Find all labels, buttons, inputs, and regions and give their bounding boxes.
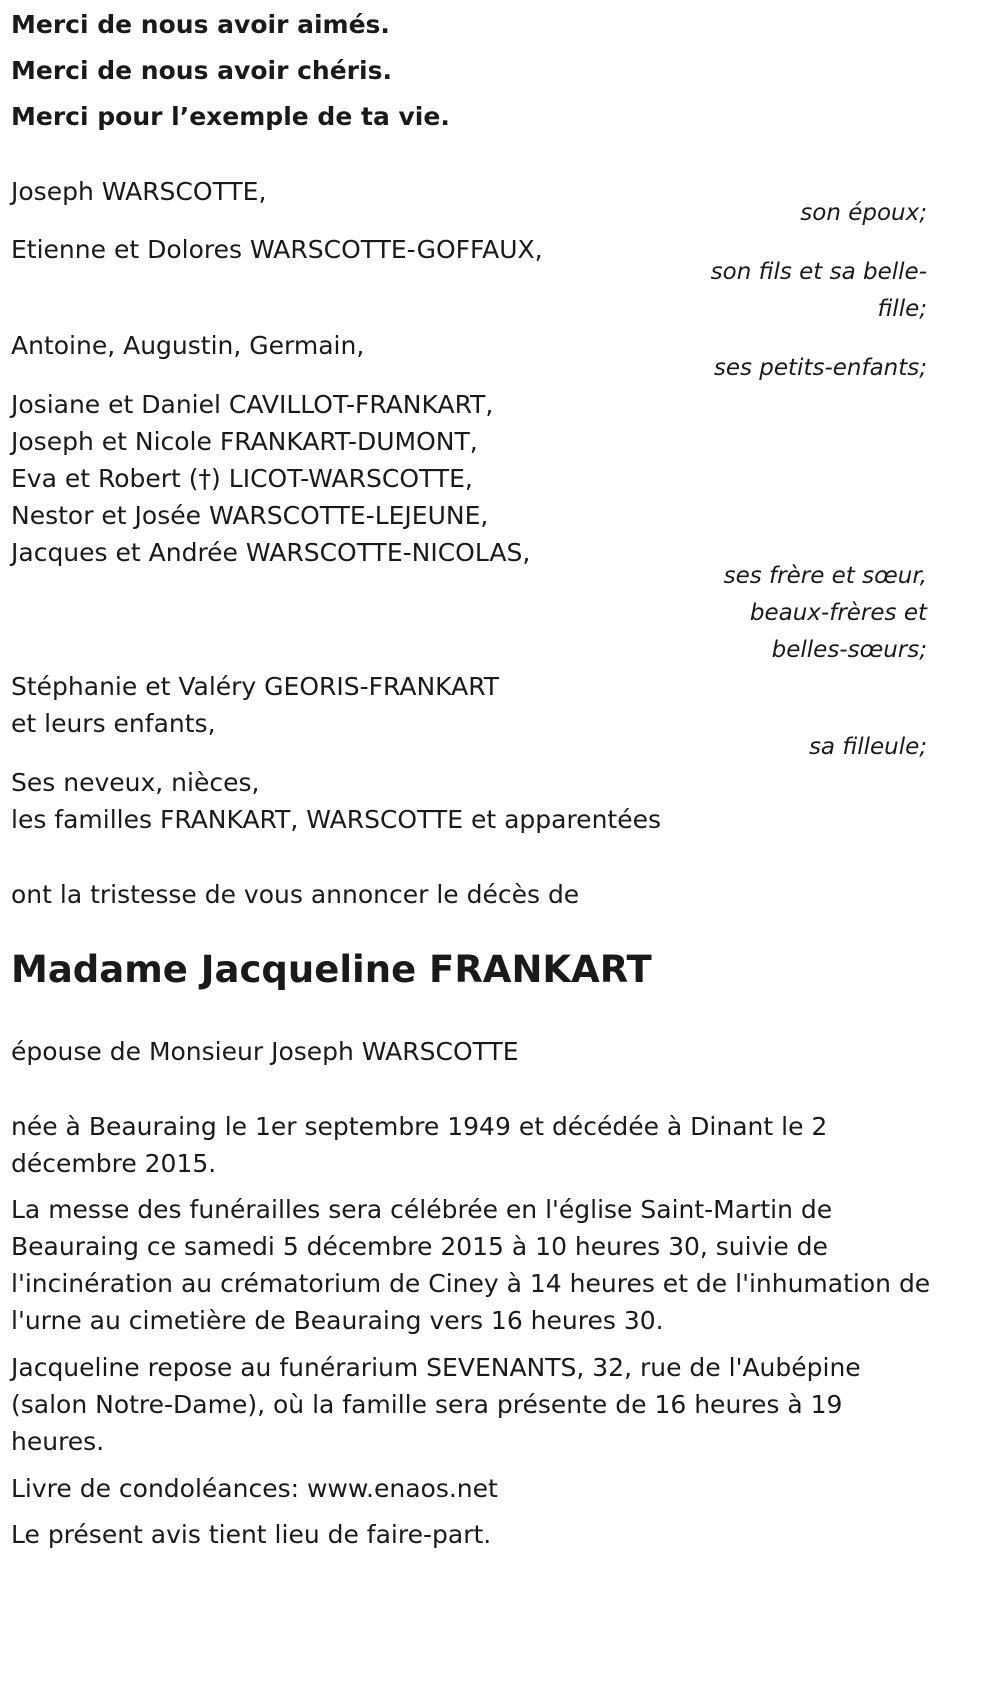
sibling-line: Joseph et Nicole FRANKART-DUMONT, (11, 427, 478, 456)
son-name: Etienne et Dolores WARSCOTTE-GOFFAUX, (11, 235, 543, 264)
spouse-name: Joseph WARSCOTTE, (11, 177, 267, 206)
rest-line-3: heures. (11, 1427, 105, 1456)
grandchildren-relation: ses petits-enfants; (713, 355, 927, 381)
siblings-relation-2: beaux-frères et (749, 600, 927, 626)
spouse-of: épouse de Monsieur Joseph WARSCOTTE (11, 1037, 519, 1066)
siblings-relation-3: belles-sœurs; (771, 637, 927, 663)
sibling-line: Jacques et Andrée WARSCOTTE-NICOLAS, (11, 538, 531, 567)
siblings-relation-1: ses frère et sœur, (723, 563, 927, 589)
mass-line-4: l'urne au cimetière de Beauraing vers 16 heures 30. (11, 1306, 664, 1335)
son-relation-2: fille; (877, 296, 927, 322)
notice-line: Le présent avis tient lieu de faire-part. (11, 1520, 492, 1549)
deceased-name: Madame Jacqueline FRANKART (11, 948, 652, 991)
intro-line-1: Merci de nous avoir aimés. (11, 10, 390, 39)
mass-line-3: l'incinération au crématorium de Ciney à 14 heures et de l'inhumation de (11, 1269, 931, 1298)
sibling-line: Eva et Robert (†) LICOT-WARSCOTTE, (11, 464, 473, 493)
goddaughter-name-1: Stéphanie et Valéry GEORIS-FRANKART (11, 672, 500, 701)
intro-line-2: Merci de nous avoir chéris. (11, 56, 392, 85)
intro-line-3: Merci pour l’exemple de ta vie. (11, 102, 450, 131)
spouse-relation: son époux; (800, 200, 927, 226)
sibling-line: Nestor et Josée WARSCOTTE-LEJEUNE, (11, 501, 489, 530)
condolences-line: Livre de condoléances: www.enaos.net (11, 1474, 498, 1503)
mass-line-1: La messe des funérailles sera célébrée en l'église Saint-Martin de (11, 1195, 833, 1224)
grandchildren-name: Antoine, Augustin, Germain, (11, 331, 365, 360)
birth-line-2: décembre 2015. (11, 1149, 217, 1178)
goddaughter-name-2: et leurs enfants, (11, 709, 216, 738)
son-relation-1: son fils et sa belle- (710, 259, 927, 285)
goddaughter-relation: sa filleule; (808, 734, 927, 760)
rest-line-2: (salon Notre-Dame), où la famille sera présente de 16 heures à 19 (11, 1390, 843, 1419)
mass-line-2: Beauraing ce samedi 5 décembre 2015 à 10 heures 30, suivie de (11, 1232, 828, 1261)
others-line-2: les familles FRANKART, WARSCOTTE et apparentées (11, 805, 661, 834)
rest-line-1: Jacqueline repose au funérarium SEVENANTS, 32, rue de l'Aubépine (11, 1353, 861, 1382)
sibling-line: Josiane et Daniel CAVILLOT-FRANKART, (11, 390, 494, 419)
others-line-1: Ses neveux, nièces, (11, 768, 260, 797)
announcement: ont la tristesse de vous annoncer le décès de (11, 880, 580, 909)
birth-line-1: née à Beauraing le 1er septembre 1949 et décédée à Dinant le 2 (11, 1112, 828, 1141)
